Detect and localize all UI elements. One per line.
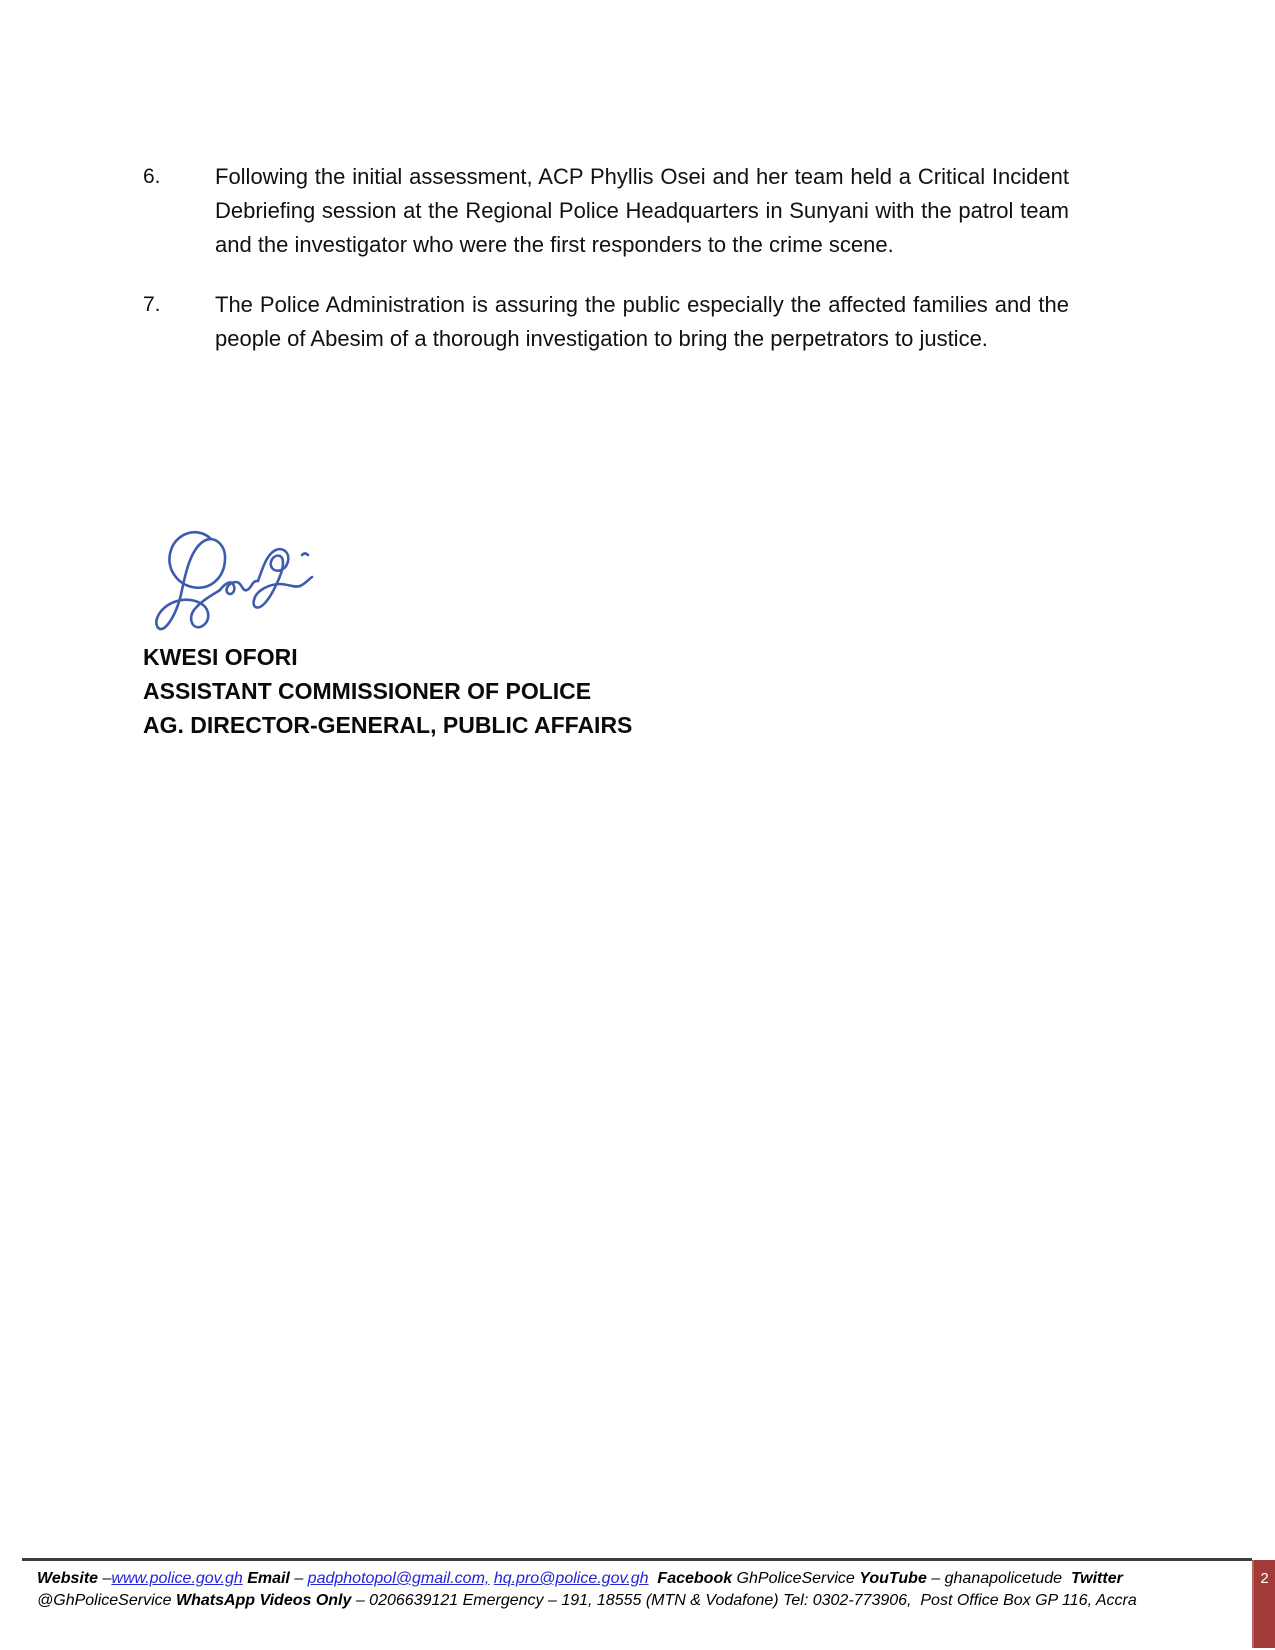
body-paragraphs: [143, 160, 1069, 382]
footer-link[interactable]: padphotopol@gmail.com,: [307, 1570, 490, 1587]
signature-image: [152, 500, 322, 645]
paragraph-item-6: [143, 160, 1069, 262]
footer-text-segment: Website: [37, 1570, 103, 1587]
footer-text-segment: Twitter: [1070, 1570, 1123, 1587]
page-number: 2: [1260, 1570, 1269, 1587]
signatory-block: [143, 640, 632, 742]
page-footer: [22, 1558, 1252, 1612]
footer-text-segment: –: [289, 1570, 308, 1587]
footer-link[interactable]: hq.pro@police.gov.gh: [493, 1570, 649, 1587]
footer-text-segment: –: [102, 1570, 112, 1587]
footer-text-segment: @GhPoliceService: [37, 1592, 176, 1609]
footer-link[interactable]: www.police.gov.gh: [111, 1570, 243, 1587]
footer-text-segment: WhatsApp Videos Only: [175, 1592, 352, 1609]
footer-text-segment: Email: [247, 1570, 290, 1587]
paragraph-number: 6.: [143, 165, 161, 188]
paragraph-text: The Police Administration is assuring the public especially the affected families and the people of Abesim of a thorough investigation to bring the perpetrators to justice.: [215, 292, 1069, 351]
signatory-title-rank: ASSISTANT COMMISSIONER OF POLICE: [143, 678, 592, 704]
paragraph-text: Following the initial assessment, ACP Phyllis Osei and her team held a Critical Incident Debriefing session at the Regional Police Headquarters in Sunyani with the patrol team and the investigator who were the first responders to the crime scene.: [215, 164, 1069, 257]
page-number-badge: [1252, 1560, 1275, 1648]
footer-text-segment: – 0206639121 Emergency – 191, 18555 (MTN & Vodafone) Tel: 0302-773906, Post Office Box GP 116, Accra: [351, 1592, 1137, 1609]
footer-line-1: [37, 1568, 1252, 1590]
footer-text-segment: – ghanapolicetude: [926, 1570, 1071, 1587]
signature-scribble-icon: [152, 500, 322, 645]
paragraph-item-7: [143, 288, 1069, 356]
footer-text-segment: GhPoliceService: [732, 1570, 860, 1587]
signatory-name: KWESI OFORI: [143, 644, 298, 670]
footer-text-segment: YouTube: [859, 1570, 927, 1587]
footer-text-segment: Facebook: [657, 1570, 733, 1587]
footer-line-2: [37, 1590, 1252, 1612]
paragraph-number: 7.: [143, 293, 161, 316]
signatory-title-role: AG. DIRECTOR-GENERAL, PUBLIC AFFAIRS: [143, 712, 633, 738]
